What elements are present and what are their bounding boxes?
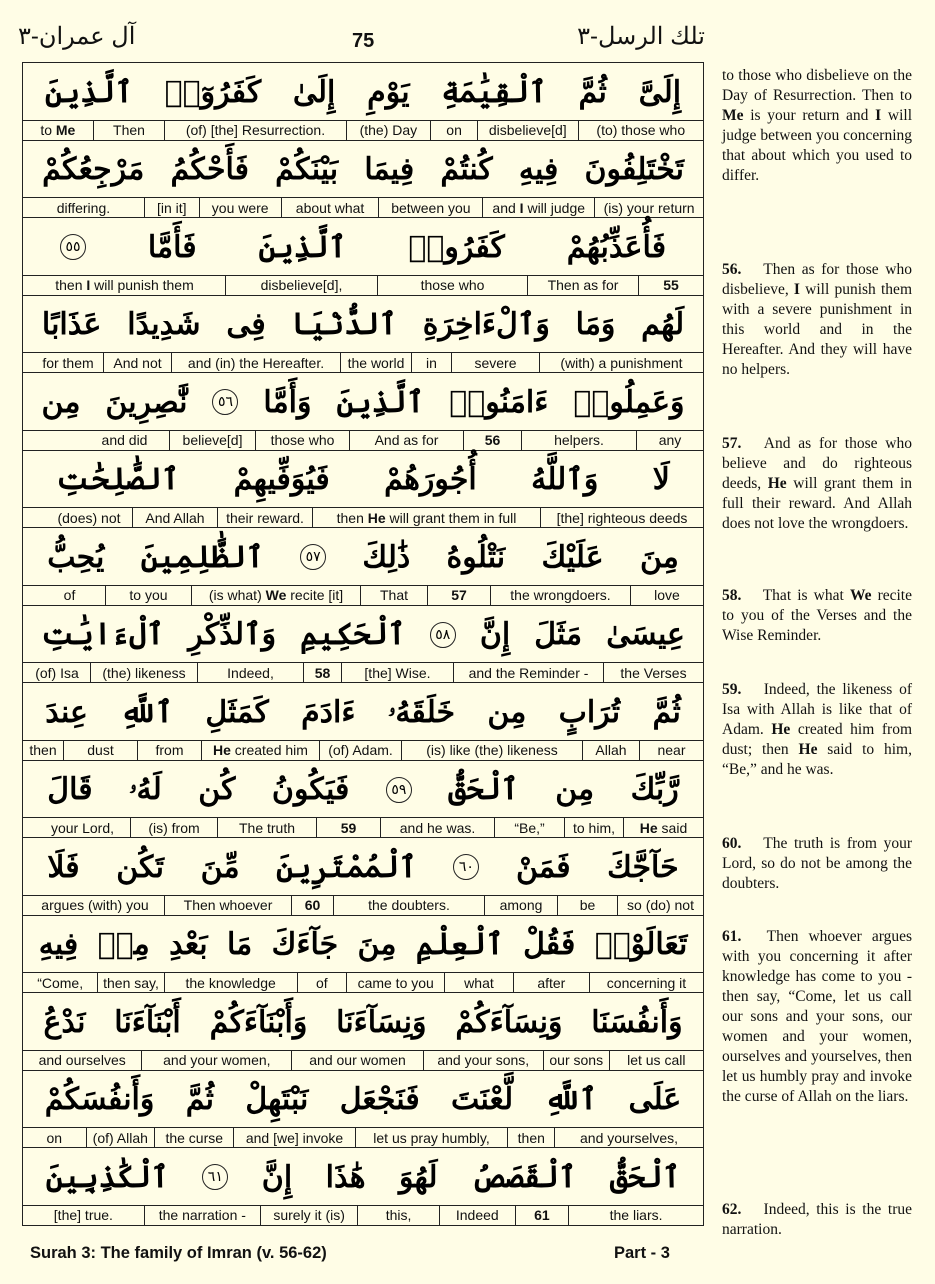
arabic-word: وَٱللَّهُ (531, 462, 599, 497)
english-gloss-line (23, 895, 703, 915)
gloss-cell: [the] true. (53, 1207, 113, 1223)
gloss-cell: from (137, 741, 201, 760)
arabic-word: ٱلْحَقُّ (448, 772, 519, 807)
translation-paragraph (722, 1200, 912, 1240)
gloss-cell: among (484, 896, 557, 915)
gloss-cell: Then whoever (164, 896, 291, 915)
gloss-cell: love (630, 586, 703, 605)
arabic-word: جَآءَكَ (271, 927, 339, 962)
gloss-cell: of (63, 587, 76, 603)
arabic-word: مِن (555, 772, 595, 807)
verse-number: 59. (722, 681, 742, 698)
arabic-word: ٱلْقِيَٰمَةِ (441, 74, 547, 110)
verse-number-marker: ٥٥ (60, 234, 86, 260)
gloss-cell: the liars. (568, 1206, 703, 1225)
arabic-word: وَٱلذِّكْرِ (188, 617, 277, 652)
gloss-cell: That (360, 586, 427, 605)
arabic-word: عَلَى (628, 1082, 682, 1117)
arabic-word: ثُمَّ (185, 1082, 215, 1117)
gloss-cell: (of) [the] Resurrection. (164, 121, 345, 140)
arabic-word: لَهُۥ (129, 772, 162, 807)
translation-paragraph (722, 834, 912, 894)
gloss-cell: [the] Wise. (341, 663, 453, 682)
verse-row (23, 218, 703, 296)
gloss-cell: (to) those who (578, 121, 703, 140)
gloss-cell: about what (281, 198, 379, 217)
gloss-cell: The truth (217, 818, 316, 837)
gloss-cell: 57 (427, 586, 490, 605)
arabic-line (23, 993, 703, 1051)
gloss-cell: those who (255, 431, 349, 450)
arabic-word: مَا (227, 927, 253, 962)
gloss-cell: near (639, 741, 703, 760)
gloss-cell: and yourselves, (554, 1128, 703, 1147)
arabic-word: وَعَمِلُوا۟ (573, 384, 685, 420)
verse-row (23, 993, 703, 1071)
arabic-word: فَأَحْكُمُ (170, 152, 249, 187)
translation-text: Indeed, the likeness of Isa with Allah is like that of Adam. He created him from dust; then He said to him, “Be,” and he was. (722, 681, 912, 778)
english-gloss-line (23, 1127, 703, 1147)
gloss-cell: after (513, 973, 589, 992)
gloss-cell: (does) not (57, 509, 121, 526)
gloss-cell: Indeed (439, 1206, 515, 1225)
arabic-word: عَلَيْكَ (541, 539, 604, 575)
arabic-word: مِن (41, 384, 81, 420)
arabic-word: عَذَابًا (41, 307, 102, 342)
arabic-line (23, 761, 703, 819)
arabic-line (23, 838, 703, 896)
gloss-cell: Then as for (527, 276, 638, 295)
gloss-cell: “Be,” (494, 818, 564, 837)
verse-number: 58. (722, 587, 742, 604)
arabic-word: فَلَا (47, 849, 80, 885)
verse-row (23, 451, 703, 529)
arabic-word: عِيسَىٰ (606, 617, 685, 652)
arabic-word: ٱلصَّٰلِحَٰتِ (56, 462, 180, 497)
arabic-word: إِلَىَّ (638, 74, 682, 110)
arabic-word: ٱللَّهِ (544, 1082, 598, 1117)
translation-text: And as for those who believe and do righteous deeds, He will grant them in full their reward. And Allah does not love the wrongdoers. (722, 435, 912, 532)
arabic-word: فَنَجْعَل (339, 1082, 420, 1117)
gloss-cell: [the] righteous deeds (540, 508, 703, 527)
arabic-word: فَأَمَّا (147, 229, 197, 265)
gloss-cell: (the) Day (346, 121, 431, 140)
english-gloss-line (23, 662, 703, 682)
gloss-cell: for them (42, 354, 94, 371)
arabic-word: مِن (487, 694, 527, 730)
arabic-line (23, 683, 703, 741)
arabic-word: رَّبِّكَ (630, 772, 679, 807)
gloss-cell: (is what) We recite [it] (191, 586, 360, 605)
gloss-cell: and our women (291, 1051, 422, 1070)
arabic-word: كُنتُمْ (440, 152, 493, 187)
arabic-word: إِنَّ (479, 617, 511, 652)
header-surah-name: آل عمران-٣ (18, 23, 136, 50)
verse-number-marker: ٦٠ (453, 854, 479, 880)
arabic-word: لَا (652, 462, 670, 497)
translation-paragraph (722, 680, 912, 780)
gloss-cell: your Lord, (50, 819, 115, 836)
gloss-cell: disbelieve[d] (477, 121, 578, 140)
arabic-word: يَوْمِ (367, 74, 410, 110)
gloss-cell: (of) Isa (35, 664, 79, 681)
gloss-cell: 59 (316, 818, 380, 837)
gloss-cell: “Come, (37, 974, 84, 991)
gloss-cell: 58 (303, 663, 341, 682)
footer-surah-info: Surah 3: The family of Imran (v. 56-62) (30, 1244, 327, 1262)
gloss-cell: and [we] invoke (233, 1128, 354, 1147)
arabic-word: فَيُوَفِّيهِمْ (233, 462, 330, 497)
arabic-word: وَأَمَّا (263, 384, 312, 420)
arabic-line (23, 218, 703, 276)
arabic-word: ٱلدُّنْيَا (291, 307, 397, 342)
footer-part: Part - 3 (614, 1244, 670, 1262)
gloss-cell: [in it] (144, 198, 199, 217)
arabic-word: فَقُلْ (523, 927, 576, 962)
arabic-word: شَدِيدًا (127, 307, 201, 342)
gloss-cell: any (636, 431, 703, 450)
arabic-line (23, 141, 703, 199)
gloss-cell: (is) your return (594, 198, 703, 217)
translation-paragraph (722, 260, 912, 380)
arabic-word: نَّٰصِرِينَ (105, 384, 188, 420)
gloss-cell: dust (63, 741, 137, 760)
gloss-cell: let us pray humbly, (355, 1128, 508, 1147)
gloss-cell: differing. (56, 199, 111, 216)
gloss-cell: of (297, 973, 347, 992)
gloss-cell: And as for (349, 431, 463, 450)
verse-row (23, 606, 703, 684)
arabic-word: كَفَرُوٓا۟ (164, 74, 262, 110)
arabic-word: وَنِسَآءَكُمْ (455, 1004, 563, 1040)
verse-number-marker: ٥٨ (430, 622, 456, 648)
arabic-line (23, 451, 703, 509)
gloss-cell: 55 (638, 276, 703, 295)
gloss-cell: then I will punish them (55, 277, 194, 293)
verse-number: 56. (722, 261, 742, 278)
gloss-cell: 56 (463, 431, 521, 450)
gloss-cell: those who (377, 276, 527, 295)
arabic-word: بَعْدِ (169, 927, 208, 962)
gloss-cell: came to you (346, 973, 444, 992)
gloss-cell: disbelieve[d], (225, 276, 377, 295)
gloss-cell: and ourselves (38, 1052, 126, 1068)
verse-number-marker: ٥٧ (300, 544, 326, 570)
gloss-cell: and (in) the Hereafter. (171, 353, 340, 372)
arabic-word: ٱللَّهِ (120, 694, 174, 730)
verse-row (23, 916, 703, 994)
gloss-cell: Allah (582, 741, 639, 760)
arabic-word: فِيهِ (518, 152, 559, 187)
gloss-cell: let us call (609, 1051, 703, 1070)
arabic-word: مِّنَ (200, 849, 240, 885)
gloss-cell: then (507, 1128, 554, 1147)
gloss-cell: and your sons, (423, 1051, 543, 1070)
gloss-cell: He said (623, 818, 703, 837)
arabic-word: ٱلْمُمْتَرِينَ (276, 849, 417, 885)
gloss-cell: And not (103, 353, 171, 372)
translation-paragraph (722, 586, 912, 646)
verse-number: 57. (722, 435, 742, 452)
english-gloss-line (23, 120, 703, 140)
gloss-cell: to you (105, 586, 191, 605)
translation-paragraph (722, 66, 912, 186)
english-gloss-line (23, 1050, 703, 1070)
gloss-cell: on (430, 121, 477, 140)
verse-row (23, 63, 703, 141)
translation-text: Then as for those who disbelieve, I will punish them with a severe punishment in this world and in the Hereafter. And they will have no helpers. (722, 261, 912, 378)
arabic-word: ذَٰلِكَ (362, 539, 411, 575)
arabic-word: كُن (198, 772, 236, 807)
arabic-word: أُجُورَهُمْ (384, 462, 477, 497)
arabic-line (23, 606, 703, 664)
gloss-cell: helpers. (521, 431, 636, 450)
arabic-word: تَكُن (116, 849, 164, 885)
header-juz-name: تلك الرسل-٣ (577, 23, 705, 50)
english-gloss-line (23, 197, 703, 217)
arabic-line (23, 916, 703, 974)
arabic-word: ٱلَّذِينَ (258, 229, 347, 265)
gloss-cell: concerning it (589, 973, 703, 992)
arabic-word: كَمَثَلِ (205, 694, 269, 730)
arabic-word: مِنَ (639, 539, 679, 575)
gloss-cell: (with) a punishment (539, 353, 703, 372)
gloss-cell: the world (340, 353, 411, 372)
gloss-cell: the wrongdoers. (490, 586, 630, 605)
arabic-word: ٱلْحَقُّ (609, 1159, 681, 1195)
gloss-cell: so (do) not (617, 896, 703, 915)
gloss-cell: and your women, (141, 1051, 291, 1070)
word-by-word-grid (22, 62, 704, 1226)
arabic-word: ٱلْءَايَٰتِ (41, 617, 165, 652)
translation-paragraph (722, 927, 912, 1107)
translation-text: Indeed, this is the true narration. (722, 1201, 912, 1238)
arabic-word: وَأَنفُسَكُمْ (44, 1082, 155, 1117)
gloss-cell: to Me (40, 122, 76, 138)
arabic-word: مَثَلَ (534, 617, 583, 652)
gloss-cell: (of) Adam. (319, 741, 401, 760)
arabic-word: أَبْنَآءَنَا (114, 1004, 181, 1040)
gloss-cell: the curse (154, 1128, 233, 1147)
gloss-cell: (is) like (the) likeness (401, 741, 582, 760)
gloss-cell: believe[d] (169, 431, 255, 450)
gloss-cell: and he was. (380, 818, 494, 837)
arabic-word: فِيهِ (38, 927, 79, 962)
arabic-word: ءَادَمَ (301, 694, 356, 730)
gloss-cell: then (29, 742, 57, 758)
arabic-word: ثُمَّ (652, 694, 681, 730)
arabic-word: تَعَالَوْا۟ (594, 927, 688, 962)
english-gloss-line (23, 275, 703, 295)
page-number: 75 (352, 30, 375, 52)
arabic-word: عِندَ (45, 694, 88, 730)
english-gloss-line (23, 430, 703, 450)
arabic-word: إِنَّ (261, 1159, 293, 1195)
verse-number: 60. (722, 835, 742, 852)
arabic-word: وَٱلْءَاخِرَةِ (422, 307, 550, 342)
arabic-word: ٱلْكَٰذِبِينَ (45, 1159, 169, 1195)
arabic-line (23, 296, 703, 354)
gloss-cell: Then (93, 121, 165, 140)
gloss-cell: our sons (543, 1051, 609, 1070)
gloss-cell: this, (357, 1206, 439, 1225)
arabic-word: إِلَىٰ (292, 74, 336, 110)
verse-number: 62. (722, 1201, 742, 1218)
arabic-word: مِنَ (357, 927, 397, 962)
gloss-cell: what (444, 973, 512, 992)
arabic-word: ٱلظَّٰلِمِينَ (140, 539, 264, 575)
gloss-cell: you were (199, 198, 281, 217)
gloss-cell: between you (378, 198, 482, 217)
gloss-cell: the doubters. (333, 896, 484, 915)
arabic-line (23, 1148, 703, 1206)
gloss-cell: be (557, 896, 617, 915)
arabic-word: فِى (226, 307, 266, 342)
arabic-word: وَمَا (575, 307, 616, 342)
arabic-word: وَأَنفُسَنَا (591, 1004, 683, 1040)
arabic-word: فَيَكُونُ (271, 772, 350, 807)
translation-paragraph (722, 434, 912, 534)
gloss-cell: surely it (is) (260, 1206, 357, 1225)
arabic-word: خَلَقَهُۥ (387, 694, 456, 730)
verse-row (23, 1148, 703, 1226)
arabic-line (23, 63, 703, 121)
arabic-word: ءَامَنُوا۟ (449, 384, 549, 420)
gloss-cell: (the) likeness (90, 663, 197, 682)
arabic-word: نَبْتَهِلْ (245, 1082, 309, 1117)
arabic-word: فَأُعَذِّبُهُمْ (566, 229, 667, 265)
arabic-word: ٱلَّذِينَ (336, 384, 425, 420)
gloss-cell: 60 (291, 896, 333, 915)
arabic-word: ٱلْعِلْمِ (415, 927, 504, 962)
english-gloss-line (23, 352, 703, 372)
arabic-word: ٱلْحَكِيمِ (300, 617, 406, 652)
verse-number-marker: ٦١ (202, 1164, 228, 1190)
arabic-line (23, 1071, 703, 1129)
gloss-cell: He created him (201, 741, 319, 760)
english-gloss-line (23, 817, 703, 837)
gloss-cell: (is) from (130, 818, 217, 837)
english-gloss-line (23, 507, 703, 527)
verse-row (23, 838, 703, 916)
verse-row (23, 373, 703, 451)
arabic-word: يُحِبُّ (47, 539, 105, 575)
gloss-cell: and did (101, 432, 148, 448)
english-gloss-line (23, 740, 703, 760)
english-gloss-line (23, 1205, 703, 1225)
arabic-word: فَمَنْ (516, 849, 571, 885)
translation-text: That is what We recite to you of the Verses and the Wise Reminder. (722, 587, 912, 644)
verse-row (23, 528, 703, 606)
arabic-word: مَرْجِعُكُمْ (42, 152, 145, 187)
verse-row (23, 761, 703, 839)
gloss-cell: their reward. (217, 508, 312, 527)
verse-number-marker: ٥٩ (386, 777, 412, 803)
gloss-cell: argues (with) you (41, 897, 149, 913)
arabic-word: ثُمَّ (578, 74, 607, 110)
gloss-cell: then say, (97, 973, 163, 992)
arabic-word: تَخْتَلِفُونَ (584, 152, 684, 187)
arabic-word: حَآجَّكَ (607, 849, 679, 885)
arabic-word: وَنِسَآءَنَا (336, 1004, 427, 1040)
verse-row (23, 683, 703, 761)
gloss-cell: on (46, 1129, 63, 1146)
verse-number: 61. (722, 928, 742, 945)
arabic-word: مِنۢ (97, 927, 150, 962)
gloss-cell: and I will judge (482, 198, 594, 217)
arabic-word: وَأَبْنَآءَكُمْ (209, 1004, 308, 1040)
translation-text: Then whoever argues with you concerning it after knowledge has come to you - then say, “Come, let us call our sons and your sons, our women and your women, ourselves and yourselves, then let us humbly pray and invoke the curse of Allah on the liars. (722, 928, 912, 1105)
gloss-cell: 61 (515, 1206, 568, 1225)
english-gloss-line (23, 585, 703, 605)
gloss-cell: (of) Allah (86, 1128, 155, 1147)
verse-row (23, 296, 703, 374)
arabic-word: بَيْنَكُمْ (275, 152, 339, 187)
verse-number-marker: ٥٦ (212, 389, 238, 415)
arabic-line (23, 373, 703, 431)
gloss-cell: severe (451, 353, 539, 372)
gloss-cell: Indeed, (197, 663, 303, 682)
gloss-cell: in (411, 353, 451, 372)
gloss-cell: the knowledge (164, 973, 297, 992)
arabic-word: هَٰذَا (325, 1159, 366, 1195)
gloss-cell: the Verses (603, 663, 703, 682)
arabic-word: لَهُم (641, 307, 685, 342)
arabic-word: ٱلَّذِينَ (44, 74, 133, 110)
gloss-cell: And Allah (132, 508, 217, 527)
verse-row (23, 1071, 703, 1149)
arabic-word: كَفَرُوا۟ (408, 229, 505, 265)
arabic-word: لَّعْنَتَ (450, 1082, 514, 1117)
arabic-word: نَدْعُ (43, 1004, 86, 1040)
arabic-word: لَهُوَ (399, 1159, 438, 1195)
arabic-word: نَتْلُوهُ (446, 539, 506, 575)
translation-text: The truth is from your Lord, so do not be among the doubters. (722, 835, 912, 892)
arabic-word: تُرَابٍ (558, 694, 621, 730)
gloss-cell: and the Reminder - (453, 663, 603, 682)
verse-row (23, 141, 703, 219)
arabic-word: ٱلْقَصَصُ (471, 1159, 577, 1195)
translation-text: to those who disbelieve on the Day of Resurrection. Then to Me is your return and I will judge between you concerning that about which you used to differ. (722, 67, 912, 184)
arabic-line (23, 528, 703, 586)
english-gloss-line (23, 972, 703, 992)
gloss-cell: then He will grant them in full (312, 508, 540, 527)
gloss-cell: to him, (564, 818, 623, 837)
gloss-cell: the narration - (144, 1206, 260, 1225)
arabic-word: فِيمَا (364, 152, 415, 187)
arabic-word: قَالَ (47, 772, 93, 807)
